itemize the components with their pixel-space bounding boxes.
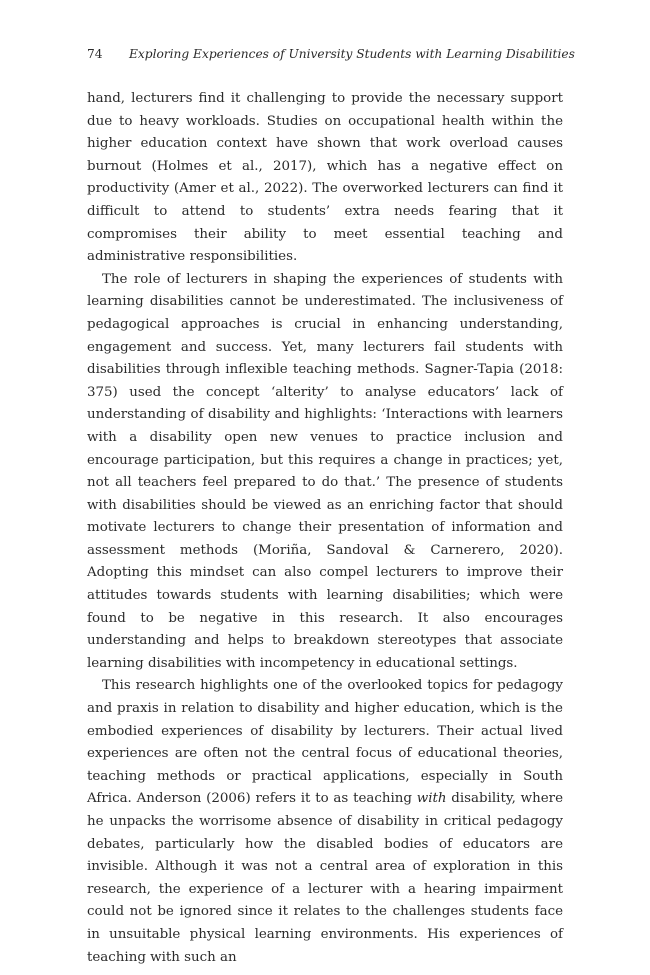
emphasis-with: with	[416, 791, 447, 807]
running-title: Exploring Experiences of University Students with Learning Disabilities	[129, 47, 575, 61]
paragraph-3	[87, 675, 563, 969]
paragraph-3-text-start: This research highlights one of the overlooked topics for pedagogy and praxis in relation to disability and higher education, which is the embodied experiences of disability by lecturers. Their actual lived experiences are often not the central focus of educational theories, teaching methods or practical applications, especially in South Africa. Anderson (2006) refers it to as teaching	[87, 678, 563, 807]
paragraph-1: hand, lecturers find it challenging to provide the necessary support due to heavy workloads. Studies on occupational health within the higher education context have shown that work overload causes burnout (Holmes et al., 2017), which has a negative effect on productivity (Amer et al., 2022). The overworked lecturers can find it difficult to attend to students’ extra needs fearing that it compromises their ability to meet essential teaching and administrative responsibilities.	[87, 91, 563, 265]
paragraph-3-text-end: disability, where he unpacks the worrisome absence of disability in critical pedagogy debates, particularly how the disabled bodies of educators are invisible. Although it was not a central area of exploration in this research, the experience of a lecturer with a hearing impairment could not be ignored since it relates to the challenges students face in unsuitable physical learning environments. His experiences of teaching with such an	[87, 791, 563, 965]
running-head	[87, 45, 575, 63]
body-text	[87, 88, 563, 969]
page-number: 74	[87, 47, 103, 61]
paragraph-2: The role of lecturers in shaping the experiences of students with learning disabilities cannot be underestimated. The inclusiveness of pedagogical approaches is crucial in enhancing understanding, engagement and success. Yet, many lecturers fail students with disabilities through inflexible teaching methods. Sagner-Tapia (2018: 375) used the concept ‘alterity’ to analyse educators’ lack of understanding of disability and highlights: ‘Interactions with learners with a disability open new venues to practice inclusion and encourage participation, but this requires a change in practices; yet, not all teachers feel prepared to do that.’ The presence of students with disabilities should be viewed as an enriching factor that should motivate lecturers to change their presentation of information and assessment methods (Moriña, Sandoval & Carnerero, 2020). Adopting this mindset can also compel lecturers to improve their attitudes towards students with learning disabilities; which were found to be negative in this research. It also encourages understanding and helps to breakdown stereotypes that associate learning disabilities with incompetency in educational settings.	[87, 271, 563, 671]
